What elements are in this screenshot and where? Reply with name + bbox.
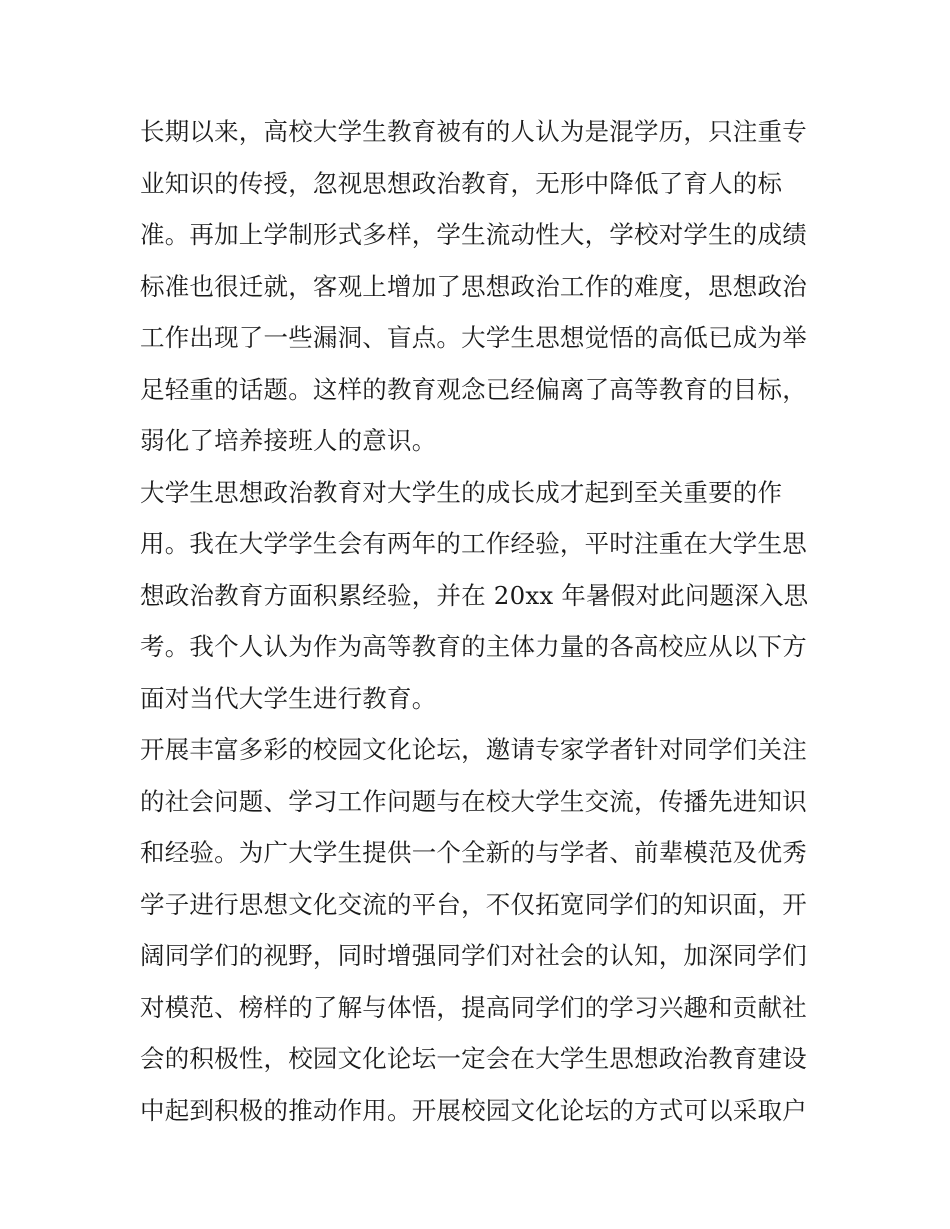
document-body: [140, 106, 820, 1136]
text-line: 和经验。为广大学生提供一个全新的与学者、前辈模范及优秀: [140, 838, 807, 867]
text-line: 用。我在大学学生会有两年的工作经验，平时注重在大学生思: [140, 529, 807, 558]
paragraph-2: [140, 467, 820, 725]
text-line: 会的积极性，校园文化论坛一定会在大学生思想政治教育建设: [140, 1044, 807, 1073]
paragraph-1: [140, 106, 820, 467]
text-line: 学子进行思想文化交流的平台，不仅拓宽同学们的知识面，开: [140, 889, 807, 919]
text-line: 的社会问题、学习工作问题与在校大学生交流，传播先进知识: [140, 786, 807, 816]
text-line: 阔同学们的视野，同时增强同学们对社会的认知，加深同学们: [140, 941, 807, 970]
text-line: 面对当代大学生进行教育。: [140, 683, 437, 713]
paragraph-3: [140, 724, 820, 1136]
text-line: 想政治教育方面积累经验，并在 20xx 年暑假对此问题深入思: [140, 580, 809, 610]
text-line: 准。再加上学制形式多样，学生流动性大，学校对学生的成绩: [140, 220, 807, 249]
text-line: 长期以来，高校大学生教育被有的人认为是混学历，只注重专: [140, 117, 807, 146]
text-line: 弱化了培养接班人的意识。: [140, 426, 437, 455]
text-line: 开展丰富多彩的校园文化论坛，邀请专家学者针对同学们关注: [140, 735, 807, 764]
text-line: 业知识的传授，忽视思想政治教育，无形中降低了育人的标: [140, 168, 783, 198]
text-line: 大学生思想政治教育对大学生的成长成才起到至关重要的作: [140, 477, 783, 507]
text-line: 工作出现了一些漏洞、盲点。大学生思想觉悟的高低已成为举: [140, 323, 807, 352]
text-line: 中起到积极的推动作用。开展校园文化论坛的方式可以采取户: [140, 1095, 807, 1125]
text-line: 标准也很迁就，客观上增加了思想政治工作的难度，思想政治: [140, 271, 807, 301]
text-line: 考。我个人认为作为高等教育的主体力量的各高校应从以下方: [140, 632, 807, 661]
text-line: 足轻重的话题。这样的教育观念已经偏离了高等教育的目标，: [140, 374, 807, 404]
text-line: 对模范、榜样的了解与体悟，提高同学们的学习兴趣和贡献社: [140, 992, 807, 1022]
